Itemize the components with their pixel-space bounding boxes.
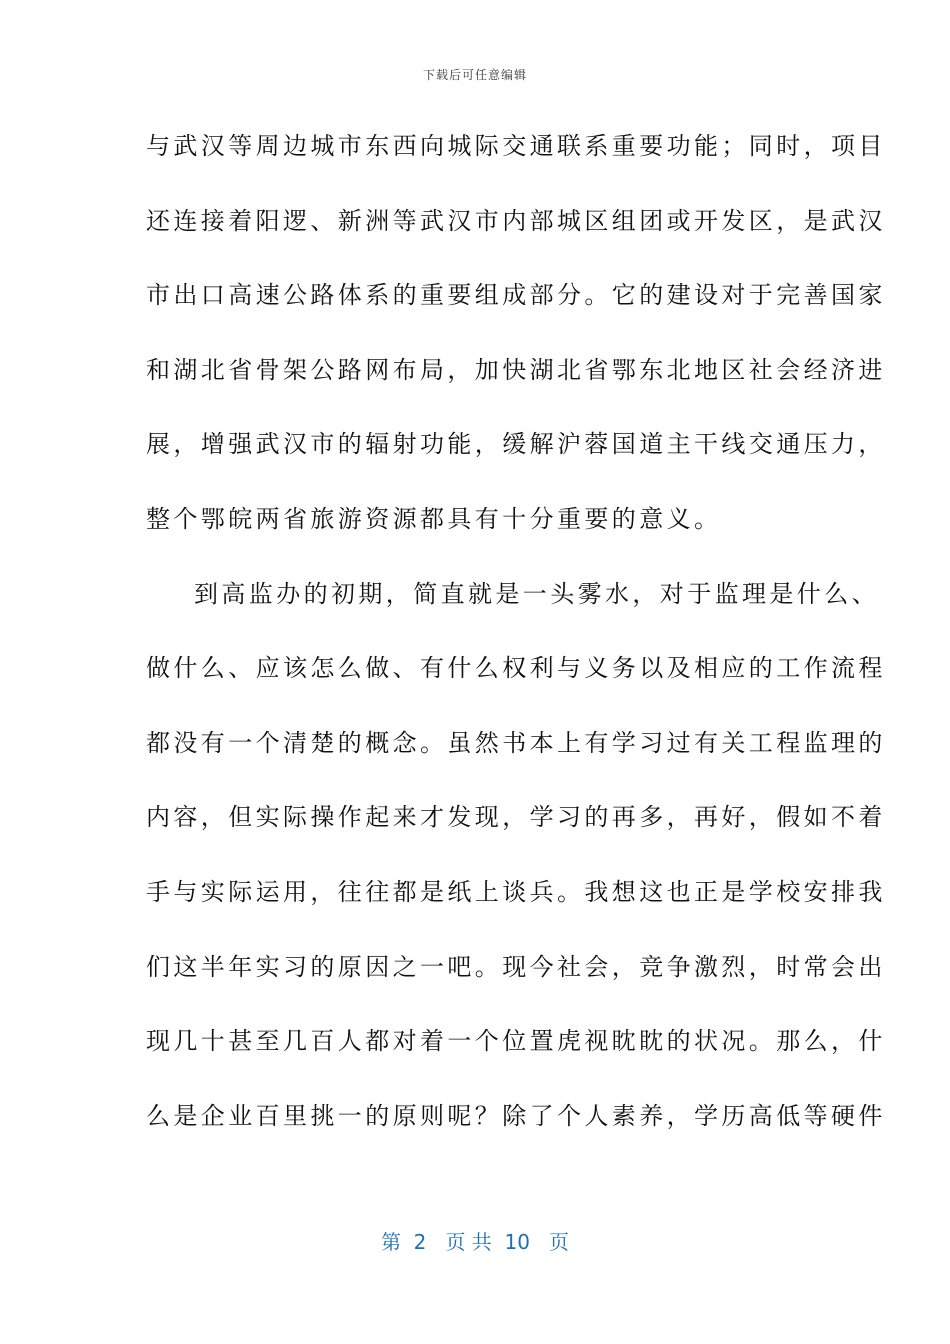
text-line: 们这半年实习的原因之一吧。现今社会，竞争激烈，时常会出 (146, 952, 886, 981)
text-line: 还连接着阳逻、新洲等武汉市内部城区组团或开发区，是武汉 (146, 206, 886, 235)
text-line: 么是企业百里挑一的原则呢？除了个人素养，学历高低等硬件 (146, 1101, 886, 1130)
text-line: 都没有一个清楚的概念。虽然书本上有学习过有关工程监理的 (146, 728, 886, 757)
header-note: 下载后可任意编辑 (422, 68, 527, 82)
page-number-footer: 第 2 页 共 10 页 (380, 1230, 570, 1254)
text-line: 到高监办的初期，简直就是一头雾水，对于监理是什么、 (194, 579, 879, 608)
text-line: 与武汉等周边城市东西向城际交通联系重要功能；同时，项目 (146, 132, 886, 160)
text-line: 市出口高速公路体系的重要组成部分。它的建设对于完善国家 (146, 281, 886, 310)
text-line: 整个鄂皖两省旅游资源都具有十分重要的意义。 (146, 504, 722, 533)
document-body (146, 126, 886, 1170)
text-line: 做什么、应该怎么做、有什么权利与义务以及相应的工作流程 (146, 654, 886, 683)
text-line: 内容，但实际操作起来才发现，学习的再多，再好，假如不着 (146, 803, 886, 832)
text-line: 展，增强武汉市的辐射功能，缓解沪蓉国道主干线交通压力， (146, 430, 886, 459)
text-line: 现几十甚至几百人都对着一个位置虎视眈眈的状况。那么，什 (146, 1027, 886, 1056)
text-line: 手与实际运用，往往都是纸上谈兵。我想这也正是学校安排我 (146, 877, 886, 906)
text-line: 和湖北省骨架公路网布局，加快湖北省鄂东北地区社会经济进 (146, 355, 886, 384)
